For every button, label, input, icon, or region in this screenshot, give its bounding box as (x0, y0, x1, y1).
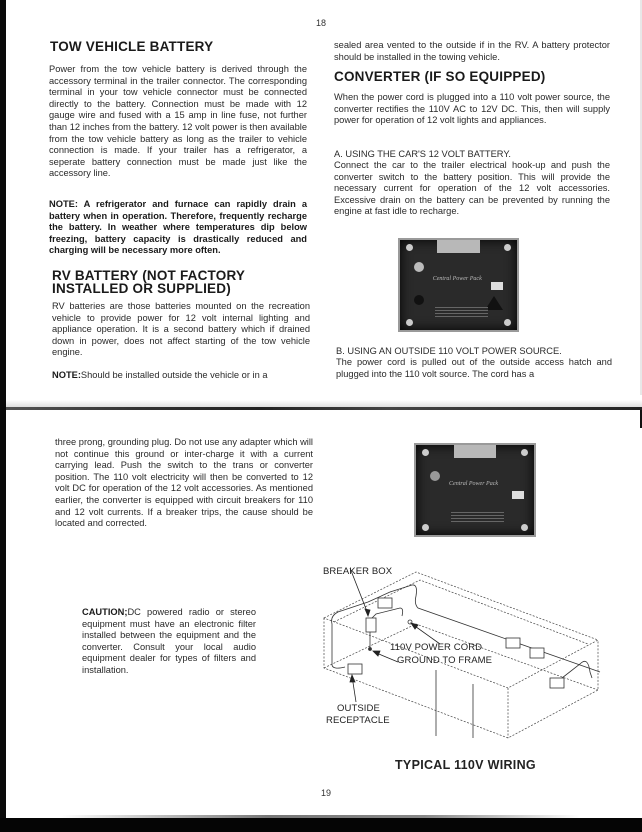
arrowhead (350, 675, 355, 682)
photo-device-label: Central Power Pack (432, 276, 482, 282)
outlet-box-icon (530, 648, 544, 658)
tow-battery-paragraph: Power from the tow vehicle battery is derived through the accessory terminal in the trailer connector. The corresponding terminal in your tow vehicle connector must be connected directly to the battery. Connection must be made with 12 gauge wire and fused with a 15 amp in line fuse, not further than 12 inches from the battery. 12 volt power is then available from the tow vehicle battery as long as the trailer to vehicle connection is made. If your trailer has a refrigerator, a seperate battery connection must be made just like the accessory line. (49, 64, 307, 179)
page-number-bottom: 19 (321, 788, 332, 798)
wire-to-receptacle (332, 612, 345, 668)
photo-screw (422, 449, 429, 456)
photo-outlet (414, 295, 424, 305)
note-text: Should be installed outside the vehicle or in a (80, 370, 268, 380)
heading-converter: CONVERTER (IF SO EQUIPPED) (334, 69, 546, 84)
ground-point-icon (369, 648, 372, 651)
photo-screw (406, 319, 413, 326)
photo-control-strip (454, 445, 496, 458)
label-receptacle: RECEPTACLE (326, 715, 390, 726)
scan-bottom-edge (0, 818, 642, 832)
photo-screw (406, 244, 413, 251)
arrowhead (373, 651, 380, 656)
label-breaker-box: BREAKER BOX (323, 566, 393, 577)
breaker-box-icon (366, 618, 376, 632)
note-label: NOTE: (52, 370, 81, 380)
label-power-cord: 110V POWER CORD (390, 642, 483, 653)
photo-screw (504, 244, 511, 251)
photo-switch (491, 282, 503, 290)
scan-left-edge (0, 0, 6, 832)
subheading-outside-power: B. USING AN OUTSIDE 110 VOLT POWER SOURCE. (336, 346, 562, 356)
photo-instruction-text (435, 307, 488, 320)
photo-switch (512, 491, 524, 499)
outlet-box-icon (550, 678, 564, 688)
inner-wall-line (334, 580, 588, 644)
note-refrigerator-furnace: NOTE: A refrigerator and furnace can rapidly drain a battery when in operation. Therefore, frequently recharge the battery. In weather where temperatures dip below freezing, battery capacity is drastically reduced and charging will be necessary more often. (49, 199, 307, 256)
page-divider-fold (6, 407, 642, 410)
photo-screw (504, 319, 511, 326)
arrowhead (365, 609, 370, 616)
note-install-location (52, 370, 310, 382)
photo-breaker-knob (414, 262, 424, 272)
photo-screw (422, 524, 429, 531)
grounding-plug-paragraph: three prong, grounding plug. Do not use any adapter which will not continue this ground or inter-charge it with a current carrying lead. Push the switch to the trans or converter position. The 110 volt electricity will then be converted to 12 volt DC for operation of the 12 volt accessories. As mentioned earlier, the converter is equipped with circuit breakers for 110 and 12 volt currents. If a breaker trips, the cause should be located and corrected. (55, 437, 313, 529)
rv-battery-paragraph: RV batteries are those batteries mounted on the recreation vehicle to provide power for 12 volt internal lighting and appliance operation. It is a second battery which if drained down in power, does not affect starting of the tow vehicle engine. (52, 301, 310, 358)
wiring-diagram (300, 560, 620, 740)
heading-tow-vehicle-battery: TOW VEHICLE BATTERY (50, 39, 214, 54)
photo-device-label: Central Power Pack (449, 481, 499, 487)
trailer-roof-outline (324, 572, 598, 688)
caution-paragraph (82, 607, 256, 677)
converter-continued-paragraph: sealed area vented to the outside if in the RV. A battery protector should be installed in the towing vehicle. (334, 40, 610, 62)
photo-instruction-text (451, 512, 504, 525)
photo-breaker-knob (430, 471, 440, 481)
photo-control-strip (437, 240, 479, 253)
converter-photo-top (398, 238, 519, 332)
photo-screw (521, 449, 528, 456)
car-battery-paragraph: Connect the car to the trailer electrical hook-up and push the converter switch to the battery position. This will provide the necessary current for operation of the 12 volt accessories. Excessive drain on the battery can be prevented by running the engine at fast idle to recharge. (334, 160, 610, 217)
outlet-box-icon (506, 638, 520, 648)
converter-photo-bottom (414, 443, 536, 537)
photo-screw (521, 524, 528, 531)
diagram-caption: TYPICAL 110V WIRING (395, 758, 536, 772)
outside-power-paragraph: The power cord is pulled out of the outside access hatch and plugged into the 110 volt source. The cord has a (336, 357, 612, 379)
caution-label: CAUTION; (82, 607, 128, 617)
label-outside: OUTSIDE (337, 703, 380, 714)
subheading-car-battery: A. USING THE CAR'S 12 VOLT BATTERY. (334, 149, 511, 159)
arrowhead (411, 623, 418, 629)
converter-paragraph: When the power cord is plugged into a 110 volt power source, the converter rectifies the 110V AC to 12V DC. This, then will supply power for operation of 12 volt lights and appliances. (334, 92, 610, 126)
label-ground-to-frame: GROUND TO FRAME (397, 655, 493, 666)
outside-receptacle-icon (348, 664, 362, 674)
junction-box-icon (378, 598, 392, 608)
caution-text: DC powered radio or stereo equipment must have an electronic filter installed between the equipment and the converter. Consult your local audio equipment dealer for types of filters and installation. (82, 607, 256, 675)
heading-rv-battery: RV BATTERY (NOT FACTORY INSTALLED OR SUPPLIED) (52, 268, 245, 296)
page-number-top: 18 (316, 18, 327, 28)
